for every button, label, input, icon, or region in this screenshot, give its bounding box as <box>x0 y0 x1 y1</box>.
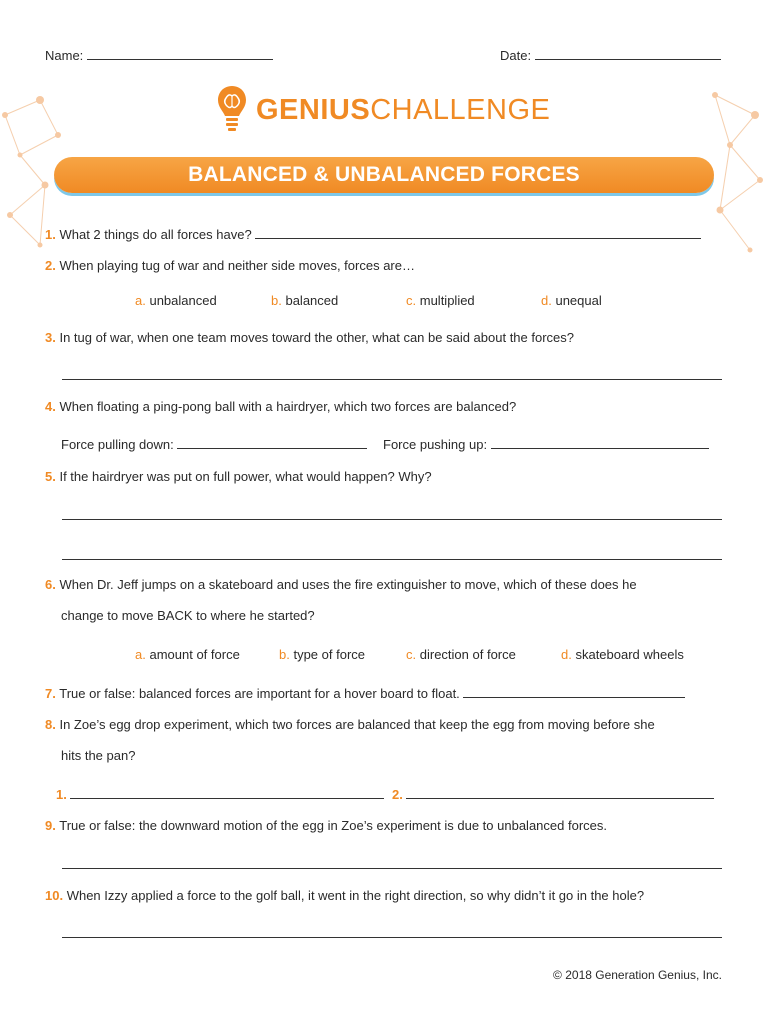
question-8-continued: hits the pan? <box>61 748 136 763</box>
q6-option-d[interactable] <box>561 647 684 662</box>
question-1 <box>45 227 701 242</box>
question-number: 9. <box>45 818 56 833</box>
question-text: What 2 things do all forces have? <box>59 227 252 242</box>
question-text: When Izzy applied a force to the golf ball, it went in the right direction, so why didn’t it go in the hole? <box>66 888 645 903</box>
question-text: When Dr. Jeff jumps on a skateboard and uses the fire extinguisher to move, which of these does he <box>59 577 637 592</box>
question-7 <box>45 686 685 701</box>
question-6 <box>45 577 637 592</box>
date-field[interactable] <box>500 48 721 63</box>
q6-option-b[interactable] <box>279 647 365 662</box>
logo-light-text: CHALLENGE <box>370 93 551 126</box>
answer-line[interactable] <box>177 447 367 449</box>
option-letter: d. <box>561 647 572 662</box>
question-number: 10. <box>45 888 64 903</box>
question-number: 1. <box>45 227 56 242</box>
option-text: type of force <box>293 647 366 662</box>
answer-line[interactable] <box>406 797 714 799</box>
answer-line[interactable] <box>62 379 722 380</box>
question-text: In tug of war, when one team moves toward the other, what can be said about the forces? <box>59 330 575 345</box>
answer-line[interactable] <box>62 559 722 560</box>
question-2 <box>45 258 415 273</box>
question-text: True or false: balanced forces are important for a hover board to float. <box>59 686 460 701</box>
force-pushing-up-field[interactable] <box>383 437 709 452</box>
option-text: unbalanced <box>149 293 217 308</box>
force-pulling-down-field[interactable] <box>61 437 367 452</box>
question-number: 7. <box>45 686 56 701</box>
question-8 <box>45 717 655 732</box>
question-text: In Zoe’s egg drop experiment, which two forces are balanced that keep the egg from moving before she <box>59 717 655 732</box>
force-pulling-down-label: Force pulling down: <box>61 437 174 452</box>
question-text: True or false: the downward motion of the egg in Zoe’s experiment is due to unbalanced forces. <box>59 818 607 833</box>
option-text: direction of force <box>419 647 516 662</box>
genius-challenge-logo <box>216 84 550 136</box>
answer-line[interactable] <box>62 868 722 869</box>
question-9 <box>45 818 607 833</box>
question-text: If the hairdryer was put on full power, what would happen? Why? <box>59 469 432 484</box>
option-text: multiplied <box>419 293 475 308</box>
q2-option-b[interactable] <box>271 293 338 308</box>
option-text: balanced <box>285 293 339 308</box>
answer-number: 1. <box>56 787 67 802</box>
option-text: unequal <box>555 293 602 308</box>
option-text: amount of force <box>149 647 240 662</box>
option-letter: c. <box>406 647 417 662</box>
answer-line[interactable] <box>62 937 722 938</box>
question-4 <box>45 399 516 414</box>
answer-line[interactable] <box>70 797 384 799</box>
question-10 <box>45 888 644 903</box>
copyright-footer: © 2018 Generation Genius, Inc. <box>553 968 722 982</box>
name-line[interactable] <box>87 58 273 60</box>
question-6-continued: change to move BACK to where he started? <box>61 608 315 623</box>
option-text: skateboard wheels <box>575 647 684 662</box>
question-text: When floating a ping-pong ball with a hairdryer, which two forces are balanced? <box>59 399 517 414</box>
q2-option-a[interactable] <box>135 293 217 308</box>
option-letter: b. <box>271 293 282 308</box>
question-text: When playing tug of war and neither side moves, forces are… <box>59 258 415 273</box>
name-label: Name: <box>45 48 84 63</box>
option-letter: b. <box>279 647 290 662</box>
option-letter: a. <box>135 647 146 662</box>
question-3 <box>45 330 574 345</box>
force-pushing-up-label: Force pushing up: <box>383 437 488 452</box>
option-letter: d. <box>541 293 552 308</box>
answer-line[interactable] <box>491 447 709 449</box>
question-number: 5. <box>45 469 56 484</box>
question-number: 2. <box>45 258 56 273</box>
option-letter: a. <box>135 293 146 308</box>
option-letter: c. <box>406 293 417 308</box>
date-line[interactable] <box>535 58 721 60</box>
answer-number: 2. <box>392 787 403 802</box>
logo-bold-text: GENIUS <box>256 93 371 126</box>
question-number: 4. <box>45 399 56 414</box>
q8-answer-2[interactable] <box>392 787 714 802</box>
question-number: 8. <box>45 717 56 732</box>
answer-line[interactable] <box>463 696 685 698</box>
q2-option-c[interactable] <box>406 293 475 308</box>
answer-line[interactable] <box>62 519 722 520</box>
date-label: Date: <box>500 48 532 63</box>
name-field[interactable] <box>45 48 273 63</box>
logo-wordmark <box>256 94 550 127</box>
q6-option-c[interactable] <box>406 647 516 662</box>
answer-line[interactable] <box>255 237 701 239</box>
question-number: 6. <box>45 577 56 592</box>
q8-answer-1[interactable] <box>56 787 384 802</box>
title-banner: BALANCED & UNBALANCED FORCES <box>54 157 714 193</box>
lightbulb-brain-icon <box>216 84 248 136</box>
q6-option-a[interactable] <box>135 647 240 662</box>
q2-option-d[interactable] <box>541 293 602 308</box>
question-number: 3. <box>45 330 56 345</box>
question-5 <box>45 469 432 484</box>
